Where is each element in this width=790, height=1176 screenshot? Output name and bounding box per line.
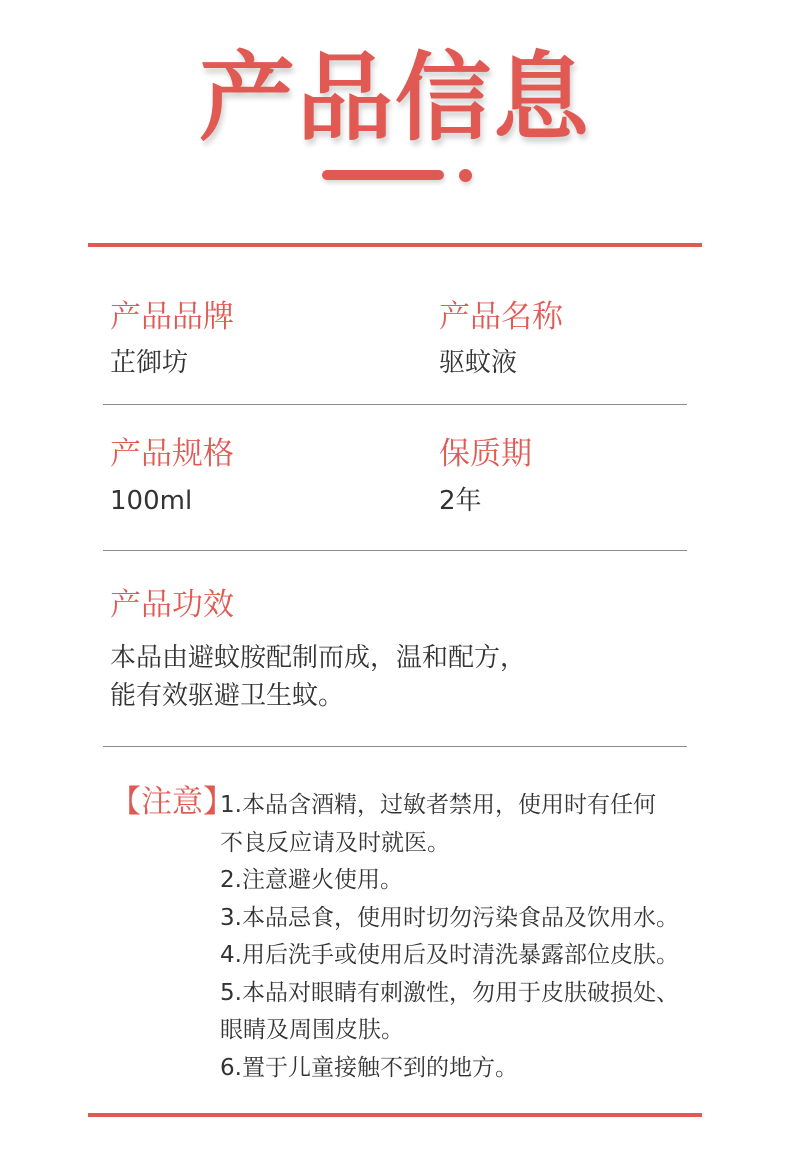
spec-label: 产品规格 <box>110 436 234 472</box>
effect-text <box>110 639 526 715</box>
effect-label: 产品功效 <box>110 587 234 623</box>
separator <box>103 404 687 405</box>
notice-line: 1.本品含酒精，过敏者禁用，使用时有任何 <box>220 792 656 818</box>
shelf-life-label: 保质期 <box>439 436 532 472</box>
notice-line: 眼睛及周围皮肤。 <box>220 1017 404 1043</box>
top-divider <box>88 243 702 247</box>
notice-line: 5.本品对眼睛有刺激性，勿用于皮肤破损处、 <box>220 979 679 1006</box>
separator <box>103 550 687 551</box>
title-dot <box>459 169 472 182</box>
notice-label: 【注意】 <box>110 784 234 820</box>
effect-line: 能有效驱避卫生蚊。 <box>110 681 345 711</box>
bottom-divider <box>88 1113 702 1117</box>
notice-list <box>220 787 679 1087</box>
product-name-value: 驱蚊液 <box>439 348 518 378</box>
separator <box>103 746 687 747</box>
brand-label: 产品品牌 <box>110 299 234 335</box>
notice-line: 3.本品忌食，使用时切勿污染食品及饮用水。 <box>220 904 679 931</box>
notice-line: 2.注意避火使用。 <box>220 867 403 893</box>
notice-line: 6.置于儿童接触不到的地方。 <box>220 1054 518 1081</box>
page-title: 产品信息 <box>199 42 591 154</box>
spec-value: 100ml <box>110 486 193 516</box>
effect-line: 本品由避蚊胺配制而成，温和配方， <box>110 643 527 673</box>
shelf-life-value: 2年 <box>439 486 482 516</box>
notice-line: 不良反应请及时就医。 <box>220 829 450 856</box>
title-underline <box>322 170 444 180</box>
notice-line: 4.用后洗手或使用后及时清洗暴露部位皮肤。 <box>220 942 679 968</box>
product-name-label: 产品名称 <box>439 299 563 335</box>
brand-value: 芷御坊 <box>110 348 189 378</box>
